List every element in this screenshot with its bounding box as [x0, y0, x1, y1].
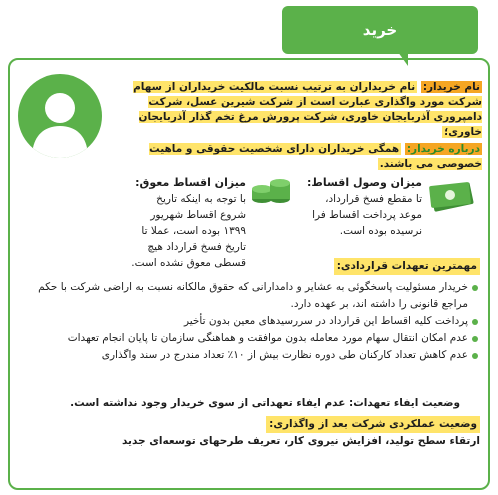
- company-status: [18, 416, 480, 450]
- buyer-info: [104, 80, 482, 172]
- buyer-name-label: نام خریدار:: [422, 81, 480, 93]
- list-item: عدم امکان انتقال سهام مورد معامله بدون موافقت و هماهنگی سازمان تا پایان انجام تعهدات: [18, 330, 480, 347]
- list-item: عدم کاهش تعداد کارکنان طی دوره نظارت بیش از ۱۰٪ تعداد مندرج در سند واگذاری: [18, 347, 480, 364]
- deferred-installments-title: میزان اقساط معوق:: [135, 176, 246, 189]
- installments-received-text: تا مقطع فسخ قرارداد، موعد پرداخت اقساط فرا نرسیده بوده است.: [312, 193, 422, 237]
- performance-text: وضعیت ایفاء تعهدات: عدم ایفاء تعهداتی از سوی خریدار وجود نداشته است.: [70, 397, 460, 409]
- obligations-list: [18, 279, 480, 364]
- obligations-section: [18, 258, 480, 364]
- company-status-text: ارتقاء سطح تولید، افزایش نیروی کار، تعریف طرحهای توسعه‌ای جدید: [121, 435, 480, 447]
- user-silhouette-icon: [18, 74, 102, 158]
- buyer-name-text: نام خریداران به ترتیب نسبت مالکیت خریداران از سهام شرکت مورد واگذاری عبارت است از شرکت شیرین عسل، شرکت دامپروری آذربایجان خاوری، شرکت پرورش مرغ تخم گذار آذربایجان خاوری؛: [133, 81, 482, 138]
- banknote-icon: [428, 178, 476, 212]
- buyer-about-label: درباره خریدار:: [406, 143, 480, 155]
- deferred-installments: [128, 175, 246, 271]
- coin-stack-icon: [250, 175, 292, 205]
- tab-title: خرید: [362, 21, 398, 39]
- list-item: پرداخت کلیه اقساط این قرارداد در سررسیدهای معین بدون تأخیر: [18, 313, 480, 330]
- buyer-about-text: همگی خریداران دارای شخصیت حقوقی و ماهیت خصوصی می باشند.: [149, 143, 482, 170]
- obligations-title: مهمترین تعهدات قراردادی:: [334, 258, 480, 275]
- company-status-title: وضعیت عملکردی شرکت بعد از واگذاری:: [266, 416, 480, 433]
- list-item: خریدار مسئولیت پاسخگوئی به عشایر و دامدارانی که حقوق مالکانه نسبت به اراضی شرکت با حکم مراجع قانونی را داشته اند، بر عهده دارد.: [18, 279, 480, 313]
- section-tab: [282, 6, 478, 54]
- installments-received-title: میزان وصول اقساط:: [307, 176, 422, 189]
- installments-received: [302, 175, 422, 239]
- deferred-installments-text: با توجه به اینکه تاریخ شروع اقساط شهریور ۱۳۹۹ بوده است، عملا تا تاریخ فسخ قرارداد هیچ قسطی معوق نشده است.: [131, 193, 246, 269]
